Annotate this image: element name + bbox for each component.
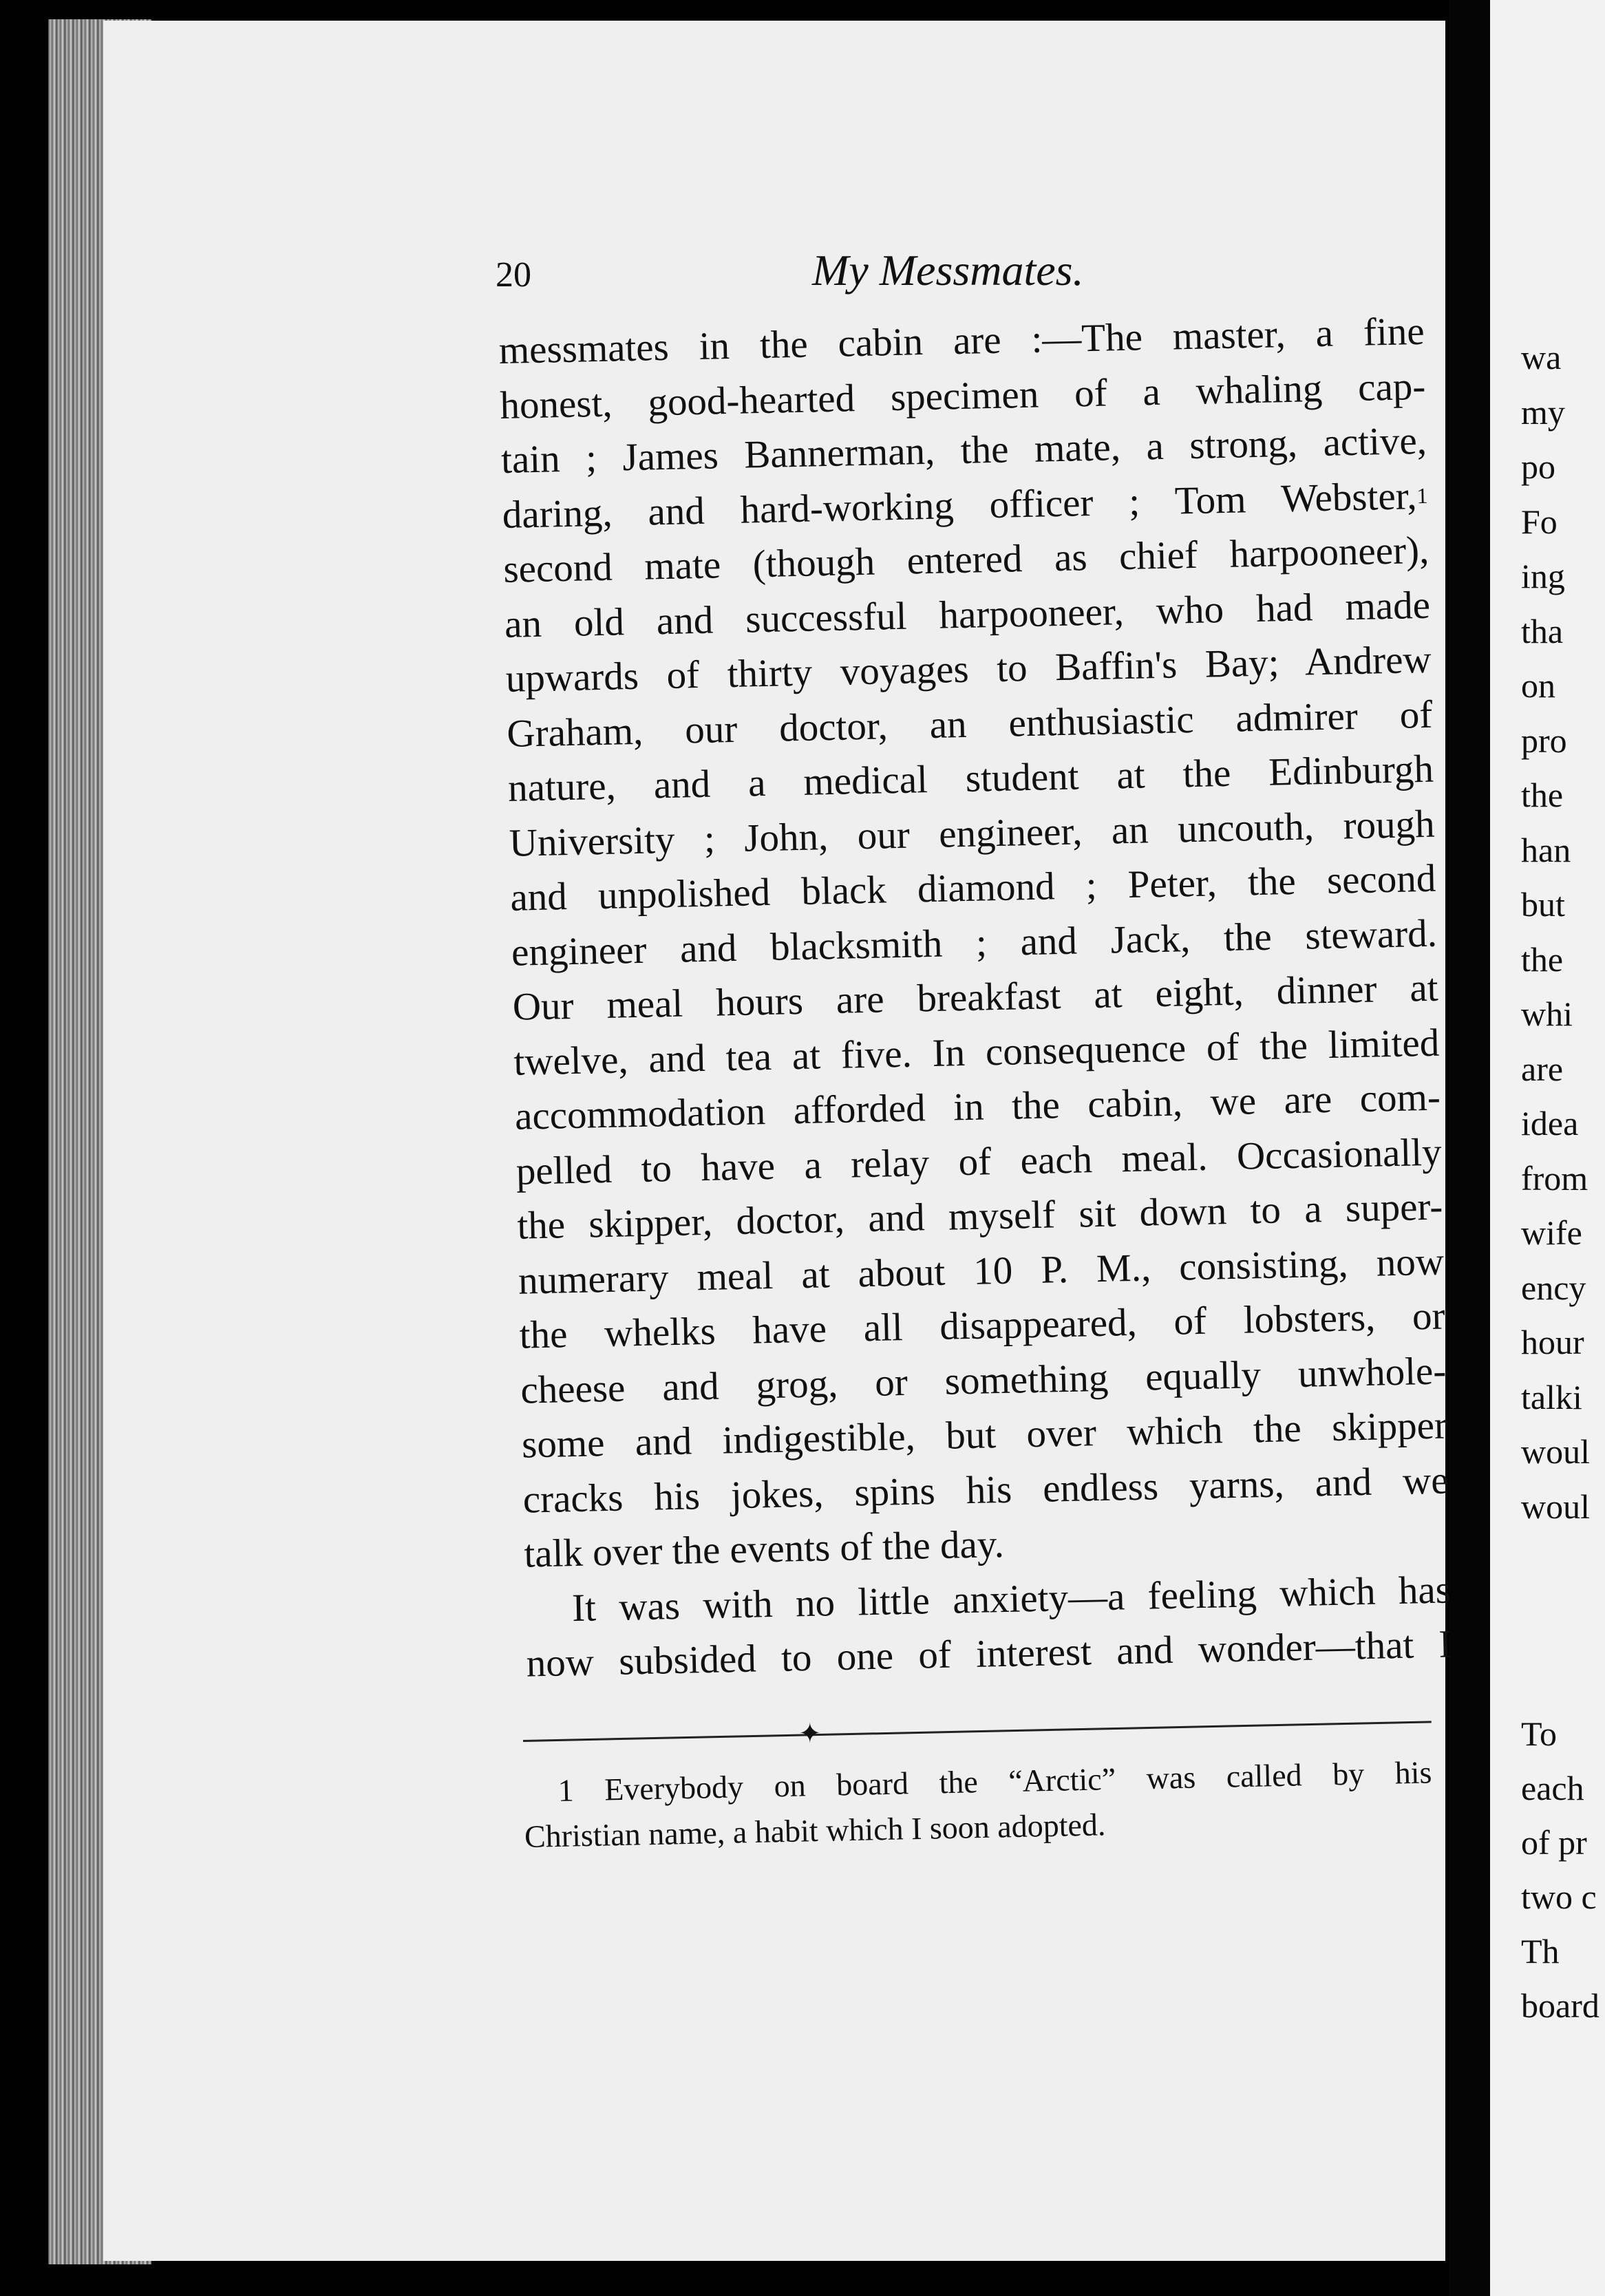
body-line: cheese and grog, or something equally unwhole-	[520, 1348, 1447, 1412]
body-line: accommodation afforded in the cabin, we are com-	[514, 1075, 1441, 1138]
body-line: nature, and a medical student at the Edinburgh	[507, 747, 1434, 810]
body-line: Our meal hours are breakfast at eight, dinner at	[512, 966, 1439, 1029]
facing-page-line: Fo	[1521, 502, 1558, 541]
facing-page-line: are	[1521, 1049, 1564, 1088]
footnote-line: 1 Everybody on board the “Arctic” was called by his	[557, 1754, 1432, 1808]
footnote-reference: 1	[1416, 482, 1428, 508]
facing-page-line: pro	[1521, 721, 1567, 760]
facing-page-line: whi	[1521, 995, 1573, 1033]
body-line: engineer and blacksmith ; and Jack, the steward.	[511, 911, 1438, 975]
body-line: now subsided to one of interest and wonder—that I	[526, 1622, 1453, 1686]
facing-page-footer-text	[1521, 1707, 1605, 2033]
facing-page-line: Th	[1521, 1932, 1560, 1970]
book-gutter	[1449, 0, 1490, 2296]
body-line: second mate (though entered as chief harpooneer),	[502, 528, 1429, 591]
facing-page-line: my	[1521, 392, 1565, 432]
facing-page-line: from	[1521, 1158, 1588, 1198]
facing-page-line: wife	[1521, 1213, 1582, 1252]
body-line: pelled to have a relay of each meal. Occasionally	[515, 1130, 1443, 1193]
body-line: Graham, our doctor, an enthusiastic admirer of	[506, 692, 1433, 756]
body-line: the whelks have all disappeared, of lobsters, or	[519, 1294, 1446, 1357]
footnote-rule-ornament: ✦	[798, 1718, 822, 1749]
facing-page-line: To	[1521, 1714, 1558, 1753]
facing-page-line: idea	[1521, 1104, 1579, 1142]
facing-page-line: each	[1521, 1769, 1584, 1807]
facing-page-line: but	[1521, 885, 1565, 924]
facing-page-line: wa	[1521, 338, 1562, 376]
facing-page-text	[1521, 330, 1605, 1534]
facing-page-line: two c	[1521, 1878, 1597, 1916]
footnote	[523, 1750, 1433, 1860]
facing-page-line: ency	[1521, 1268, 1586, 1307]
page-number: 20	[496, 255, 531, 295]
facing-page-line: on	[1521, 666, 1555, 705]
body-line: twelve, and tea at five. In consequence of the limited	[513, 1021, 1440, 1084]
body-line: talk over the events of the day.	[523, 1522, 1005, 1576]
facing-page-line: han	[1521, 830, 1571, 869]
facing-page-line: of pr	[1521, 1823, 1587, 1862]
body-text	[498, 304, 1452, 1691]
body-line: upwards of thirty voyages to Baffin's Bay; Andrew	[505, 637, 1432, 701]
running-head	[496, 246, 1425, 310]
body-line-text: daring, and hard-working officer ; Tom Webster,	[502, 474, 1418, 537]
body-line: tain ; James Bannerman, the mate, a strong, active,	[500, 418, 1427, 482]
footnote-line: Christian name, a habit which I soon adopted.	[524, 1807, 1106, 1854]
body-line: University ; John, our engineer, an uncouth, rough	[509, 802, 1436, 865]
facing-page-line: board	[1521, 1986, 1599, 2025]
body-line: the skipper, doctor, and myself sit down to a super-	[516, 1184, 1443, 1248]
body-line: honest, good-hearted specimen of a whaling cap-	[499, 364, 1426, 427]
body-line: numerary meal at about 10 P. M., consisting, now	[518, 1240, 1445, 1303]
facing-page-line: talki	[1521, 1377, 1582, 1416]
running-title: My Messmates.	[812, 246, 1084, 295]
facing-page-line: ing	[1521, 557, 1565, 595]
body-line: some and indigestible, but over which the skipper	[521, 1403, 1448, 1467]
body-line: an old and successful harpooneer, who had made	[504, 583, 1431, 646]
facing-page-line: woul	[1521, 1487, 1590, 1526]
facing-page-line: tha	[1521, 611, 1564, 650]
facing-page-line: po	[1521, 447, 1555, 486]
facing-page-line: the	[1521, 776, 1564, 814]
body-line: It was with no little anxiety—a feeling which has	[571, 1567, 1452, 1630]
body-line: messmates in the cabin are :—The master, a fine	[498, 309, 1425, 372]
facing-page-line: hour	[1521, 1323, 1584, 1361]
facing-page-line: woul	[1521, 1432, 1590, 1471]
facing-page-line: the	[1521, 939, 1564, 979]
body-line: and unpolished black diamond ; Peter, the second	[509, 856, 1436, 920]
body-line: cracks his jokes, spins his endless yarns, and we	[522, 1458, 1449, 1522]
